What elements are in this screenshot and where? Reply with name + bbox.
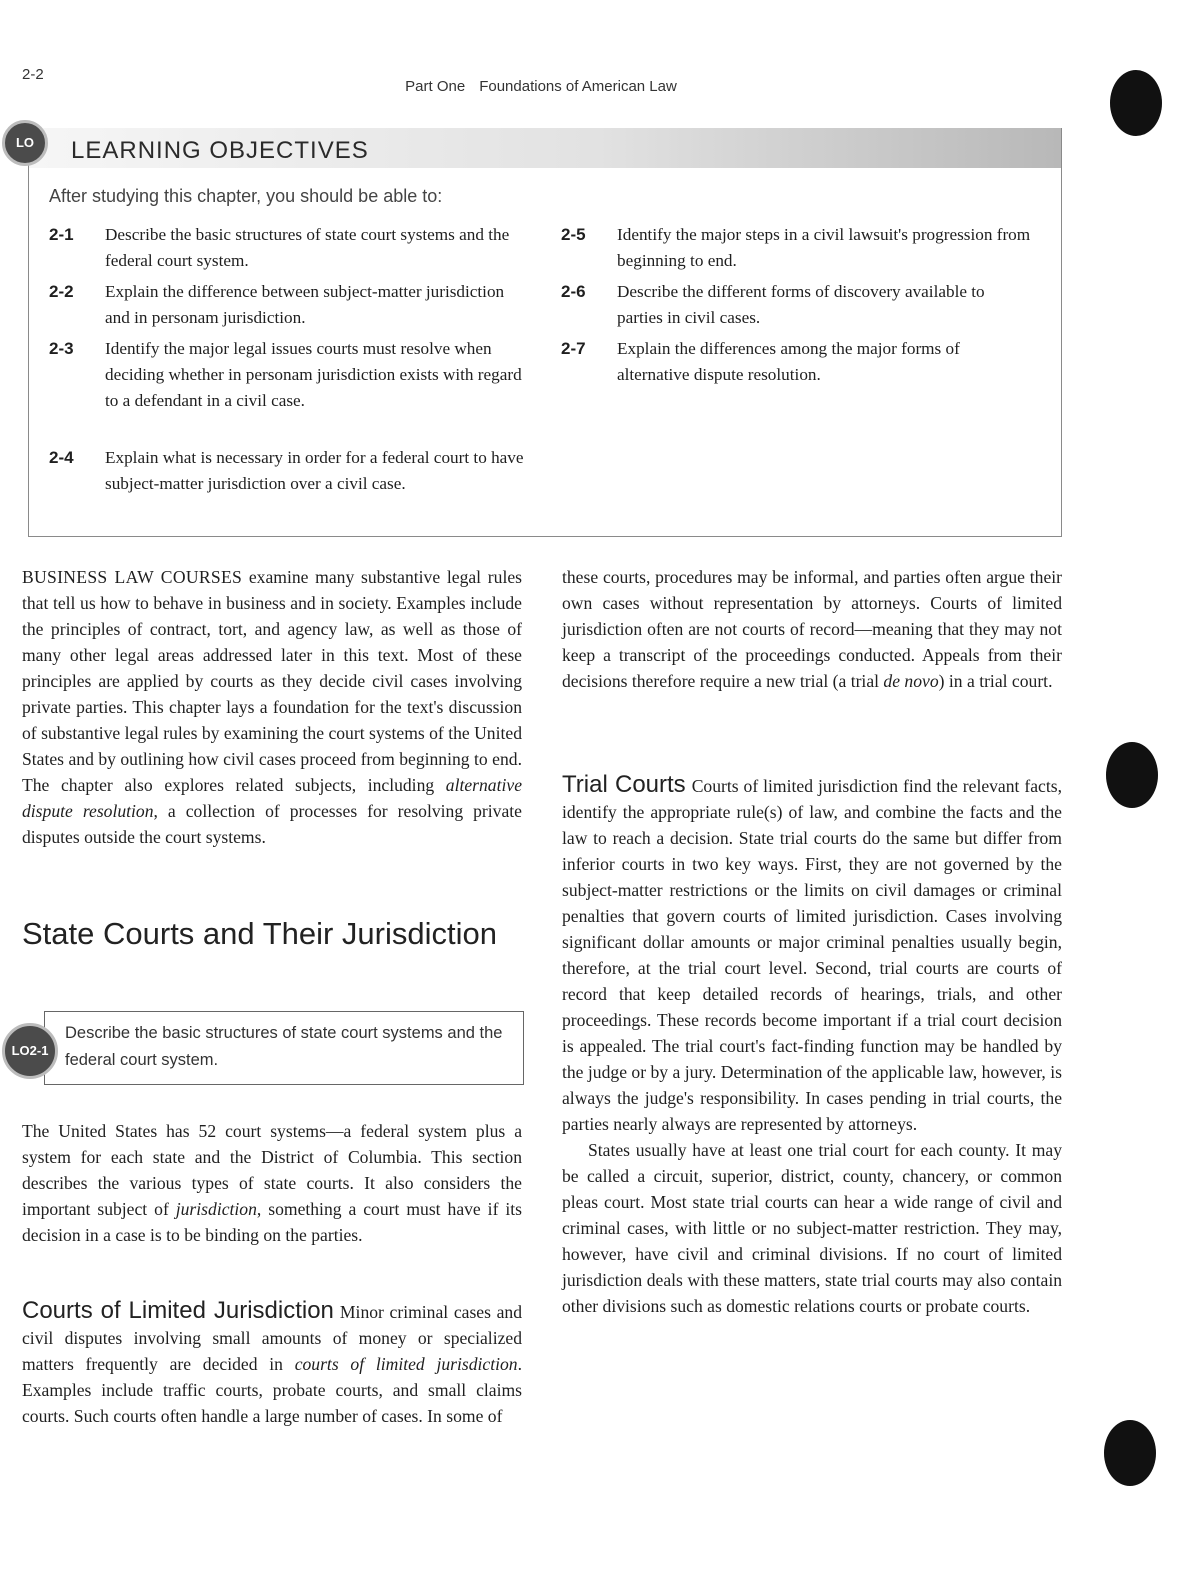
objective-item xyxy=(561,222,1031,274)
binder-hole xyxy=(1110,70,1162,136)
intro-lead: BUSINESS LAW COURSES xyxy=(22,567,243,587)
continuation-paragraph xyxy=(562,564,1062,694)
learning-objectives-intro: After studying this chapter, you should be able to: xyxy=(49,186,443,206)
learning-objectives-header xyxy=(29,128,1061,168)
limited-jurisdiction-term: courts of limited jurisdiction xyxy=(294,1354,518,1374)
trial-courts-section xyxy=(562,772,1062,1319)
objective-text: Explain what is necessary in order for a federal court to have subject-matter jurisdiction over a civil case. xyxy=(105,448,524,493)
objective-item xyxy=(49,279,529,331)
intro-text-end: , a collection of processes for resolving private disputes outside the court systems. xyxy=(22,801,522,847)
limited-jurisdiction-paragraph xyxy=(22,1298,522,1429)
objective-number: 2-5 xyxy=(561,225,586,244)
limited-jurisdiction-heading: Courts of Limited Jurisdiction xyxy=(22,1297,334,1324)
court-systems-text: The United States has 52 court systems—a federal system plus a system for each state and the District of Columbia. This section describes the various types of state courts. It also considers the important subject of xyxy=(22,1121,522,1219)
limited-jurisdiction-text: Minor criminal cases and civil disputes involving small amounts of money or specialized matters frequently are decided in xyxy=(22,1302,523,1374)
objective-text: Explain the difference between subject-matter jurisdiction and in personam jurisdiction. xyxy=(105,282,505,327)
running-head-part: Part One xyxy=(405,78,466,95)
objective-number: 2-1 xyxy=(49,225,74,244)
objective-number: 2-7 xyxy=(561,339,586,358)
objective-item xyxy=(49,336,529,414)
lo2-1-badge: LO2-1 xyxy=(2,1023,58,1079)
objective-text: Describe the basic structures of state court systems and the federal court system. xyxy=(105,225,510,270)
intro-italic-term: alternative dispute resolution xyxy=(22,775,522,821)
objective-text: Describe the different forms of discovery available to parties in civil cases. xyxy=(617,282,985,327)
learning-objectives-title: LEARNING OBJECTIVES xyxy=(71,137,369,164)
running-head-title: Foundations of American Law xyxy=(479,78,677,95)
objective-number: 2-3 xyxy=(49,339,74,358)
lo2-1-box xyxy=(44,1011,524,1085)
binder-hole xyxy=(1106,742,1158,808)
court-systems-paragraph xyxy=(22,1118,522,1248)
objective-number: 2-2 xyxy=(49,282,74,301)
running-head xyxy=(0,78,1082,95)
lo2-1-text: Describe the basic structures of state court systems and the federal court system. xyxy=(65,1024,503,1069)
limited-jurisdiction-text-end: . Examples include traffic courts, probate courts, and small claims courts. Such courts often handle a large number of cases. In some of xyxy=(22,1354,522,1426)
objective-number: 2-4 xyxy=(49,448,74,467)
intro-paragraph xyxy=(22,564,522,850)
continuation-text: these courts, procedures may be informal, and parties often argue their own cases without representation by attorneys. Courts of limited jurisdiction often are not courts of record—meaning that they may not keep a transcript of the proceedings conducted. Appeals from their decisions therefore require a new trial (a trial xyxy=(562,567,1062,691)
learning-objectives-box xyxy=(28,128,1062,537)
trial-courts-paragraph-2: States usually have at least one trial court for each county. It may be called a circuit, superior, district, county, chancery, or common pleas court. Most state trial courts can hear a wide range of civil and criminal cases, with little or no subject-matter restriction. They may, however, have civil and criminal divisions. If no court of limited jurisdiction deals with these matters, state trial courts may also contain other divisions such as domestic relations courts or probate courts. xyxy=(562,1140,1062,1316)
binder-hole xyxy=(1104,1420,1156,1486)
objective-number: 2-6 xyxy=(561,282,586,301)
objective-text: Identify the major legal issues courts must resolve when deciding whether in personam jurisdiction exists with regard to a defendant in a civil case. xyxy=(105,339,522,410)
trial-courts-heading: Trial Courts xyxy=(562,771,686,798)
objective-text: Identify the major steps in a civil lawsuit's progression from beginning to end. xyxy=(617,225,1031,270)
objective-text: Explain the differences among the major forms of alternative dispute resolution. xyxy=(617,339,960,384)
de-novo-term: de novo xyxy=(883,671,939,691)
page-number: 2-2 xyxy=(22,66,44,83)
continuation-text-end: ) in a trial court. xyxy=(938,671,1053,691)
lo-badge: LO xyxy=(2,120,48,166)
trial-courts-text: Courts of limited jurisdiction find the relevant facts, identify the appropriate rule(s) of law, and combine the facts and the law to reach a decision. State trial courts do the same but differ from inferior courts in two key ways. First, they are not governed by the subject-matter restrictions or the limits on civil damages or criminal penalties that govern courts of limited jurisdiction. Cases involving significant dollar amounts or major criminal penalties usually begin, therefore, at the trial court level. Second, trial courts are courts of record that keep detailed records of hearings, trials, and other proceedings. These records become important if a trial court decision is appealed. The trial court's fact-finding function may be handled by the judge or by a jury. Determination of the applicable law, however, is always the judge's responsibility. In cases pending in trial courts, the parties nearly always are represented by attorneys. xyxy=(562,776,1062,1134)
jurisdiction-term: jurisdiction xyxy=(175,1199,257,1219)
intro-text: examine many substantive legal rules that tell us how to behave in business and in society. Examples include the principles of contract, tort, and agency law, as well as those of many other legal areas addressed later in this text. Most of these principles are applied by courts as they decide civil cases involving private parties. This chapter lays a foundation for the text's discussion of substantive legal rules by examining the court systems of the United States and by outlining how civil cases proceed from beginning to end. The chapter also explores related subjects, including xyxy=(22,567,522,795)
objective-item xyxy=(49,445,529,497)
objective-item xyxy=(561,336,1031,388)
objective-item xyxy=(561,279,1031,331)
objective-item xyxy=(49,222,529,274)
court-systems-text-end: , something a court must have if its decision in a case is to be binding on the parties. xyxy=(22,1199,523,1245)
section-heading: State Courts and Their Jurisdiction xyxy=(22,916,497,951)
